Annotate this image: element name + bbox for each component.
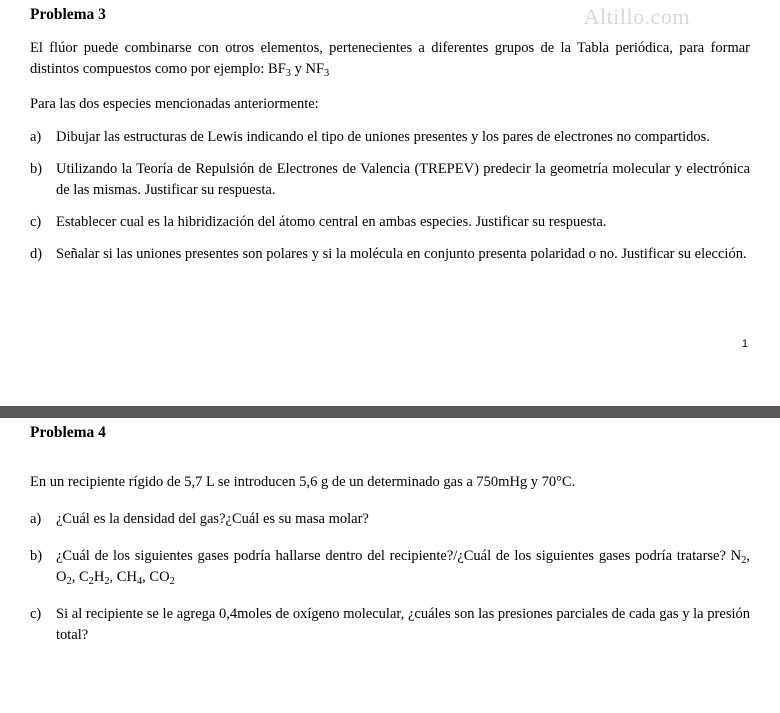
list-item-marker: d) (30, 246, 43, 263)
problem-4-section (0, 418, 780, 713)
list-item-marker: c) (30, 606, 42, 623)
list-item-marker: c) (30, 214, 42, 231)
list-item-text: Si al recipiente se le agrega 0,4moles de oxígeno molecular, ¿cuáles son las presiones parciales de cada gas y la presión total? (56, 606, 750, 644)
list-item (30, 546, 750, 588)
list-item-marker: a) (30, 511, 42, 528)
list-item-marker: b) (30, 548, 43, 565)
list-item (30, 159, 750, 201)
list-item (30, 244, 750, 265)
problem-4-intro: En un recipiente rígido de 5,7 L se introducen 5,6 g de un determinado gas a 750mHg y 70°C. (30, 474, 576, 490)
list-item-text: Dibujar las estructuras de Lewis indicando el tipo de uniones presentes y los pares de electrones no compartidos. (56, 129, 710, 146)
list-item (30, 127, 750, 148)
list-item-marker: a) (30, 129, 42, 146)
problem-4-title: Problema 4 (30, 424, 106, 441)
list-item-text: Señalar si las uniones presentes son polares y si la molécula en conjunto presenta polaridad o no. Justificar su elección. (56, 246, 747, 263)
list-item (30, 604, 750, 646)
site-watermark: Altillo.com (583, 4, 690, 29)
list-item-text: ¿Cuál es la densidad del gas?¿Cuál es su masa molar? (56, 511, 369, 528)
list-item (30, 509, 750, 530)
problem-4-item-list (30, 509, 750, 646)
list-item-text: Utilizando la Teoría de Repulsión de Electrones de Valencia (TREPEV) predecir la geometría molecular y electrónica de las mismas. Justificar su respuesta. (56, 161, 750, 199)
page-separator (0, 406, 780, 418)
page-number: 1 (741, 338, 748, 350)
problem-3-title: Problema 3 (30, 6, 106, 23)
problem-3-item-list (30, 127, 750, 265)
list-item (30, 212, 750, 233)
problem-3-subintro: Para las dos especies mencionadas anteriormente: (30, 96, 319, 113)
list-item-text: ¿Cuál de los siguientes gases podría hallarse dentro del recipiente?/¿Cuál de los siguientes gases podría tratarse? $N_2$, $O_2$, $C_2H_2$, $CH_4$, $CO_2$ (56, 548, 750, 587)
list-item-text: Establecer cual es la hibridización del átomo central en ambas especies. Justificar su respuesta. (56, 214, 607, 231)
problem-3-intro: El flúor puede combinarse con otros elementos, pertenecientes a diferentes grupos de la Tabla periódica, para formar distintos compuestos como por ejemplo: $BF_3$ y $NF_3$ (30, 40, 750, 79)
list-item-marker: b) (30, 161, 43, 178)
